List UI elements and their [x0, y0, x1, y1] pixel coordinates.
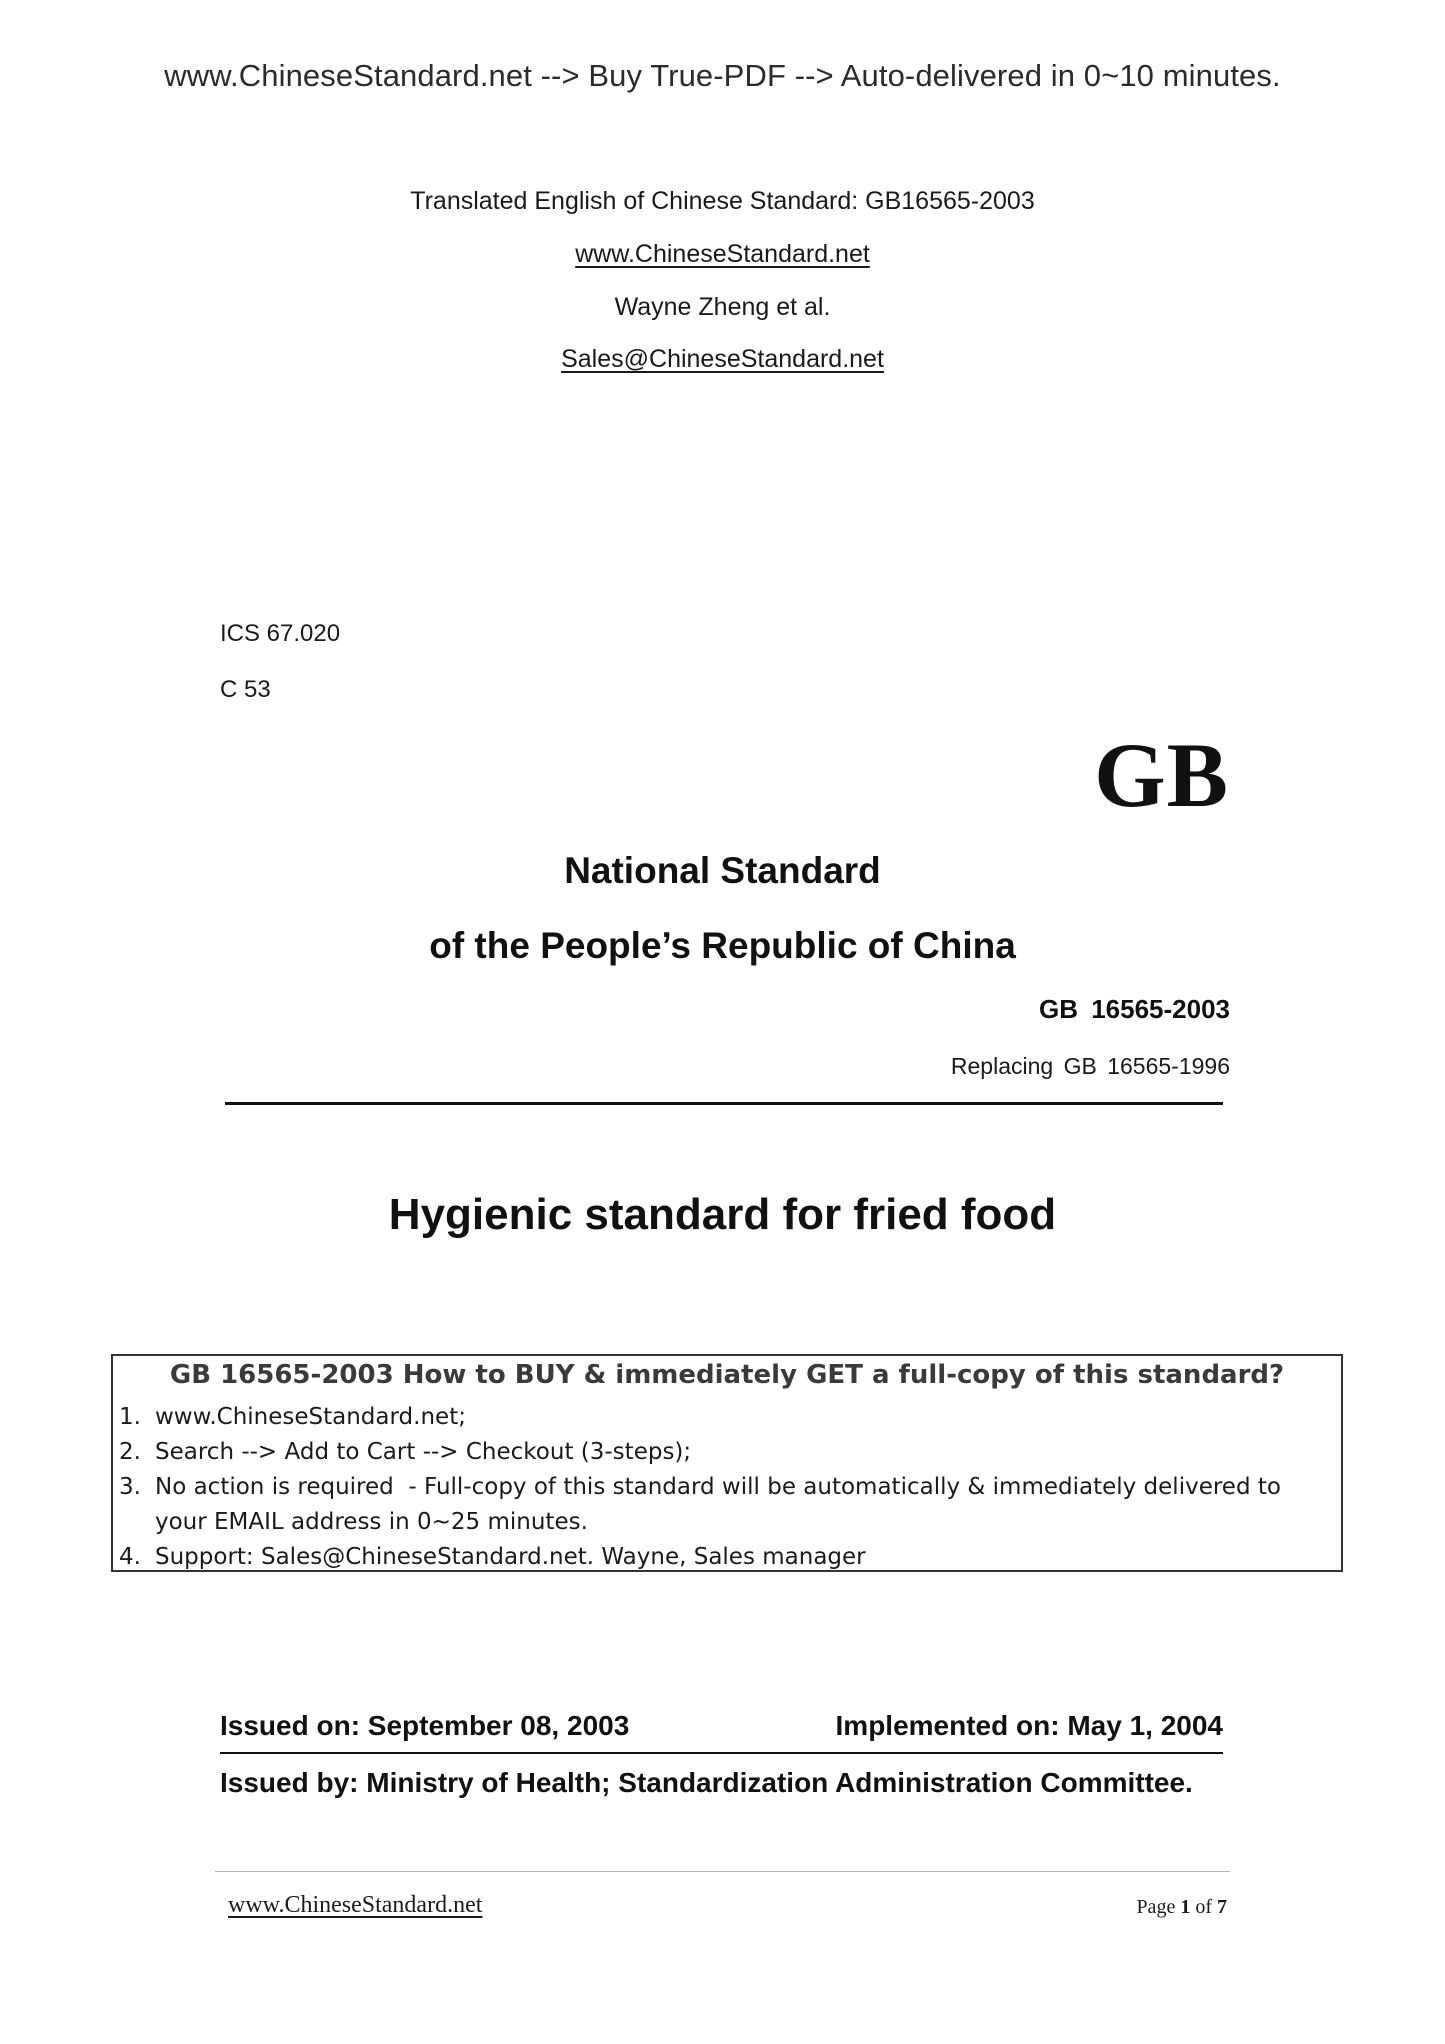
- page-of: of: [1195, 1896, 1212, 1918]
- page-indicator: [1136, 1896, 1227, 1919]
- purchase-step-continuation: [119, 1505, 1281, 1540]
- translation-website-row: [0, 240, 1445, 269]
- issued-on-date: Issued on: September 08, 2003: [220, 1710, 630, 1741]
- purchase-step: [119, 1470, 1281, 1505]
- step-text: No action is required - Full-copy of this standard will be automatically & immediately delivered to: [155, 1474, 1281, 1500]
- page-current: 1: [1180, 1896, 1191, 1918]
- purchase-info-heading: GB 16565-2003 How to BUY & immediately GET a full-copy of this standard?: [169, 1360, 1285, 1390]
- purchase-step: [119, 1400, 1281, 1435]
- page-prefix: Page: [1136, 1896, 1176, 1918]
- step-text: www.ChineseStandard.net;: [155, 1404, 466, 1430]
- step-text: Support: Sales@ChineseStandard.net. Wayne, Sales manager: [155, 1544, 866, 1570]
- purchase-step: [119, 1435, 1281, 1470]
- step-number: 4.: [119, 1544, 141, 1570]
- top-banner: www.ChineseStandard.net --> Buy True-PDF --> Auto-delivered in 0~10 minutes.: [164, 58, 1281, 93]
- footer-website-link[interactable]: www.ChineseStandard.net: [228, 1892, 483, 1918]
- gb-logo: GB: [1094, 724, 1229, 826]
- footer-divider: [215, 1871, 1230, 1872]
- step-number: [119, 1505, 155, 1540]
- purchase-step: [119, 1540, 1281, 1575]
- translation-email-link[interactable]: Sales@ChineseStandard.net: [561, 345, 884, 373]
- replacing-standard: Replacing GB 16565-1996: [950, 1053, 1230, 1079]
- step-text: your EMAIL address in 0~25 minutes.: [155, 1509, 588, 1535]
- ics-code: ICS 67.020: [220, 620, 341, 647]
- translation-email-row: [0, 345, 1445, 374]
- page-total: 7: [1217, 1896, 1227, 1918]
- step-number: 1.: [119, 1404, 141, 1430]
- header-divider: [225, 1102, 1223, 1105]
- translation-title: Translated English of Chinese Standard: GB16565-2003: [410, 187, 1035, 215]
- step-number: 3.: [119, 1474, 141, 1500]
- implemented-on-date: Implemented on: May 1, 2004: [835, 1710, 1223, 1741]
- national-standard-line2: of the People’s Republic of China: [429, 925, 1016, 966]
- purchase-steps-list: [119, 1400, 1281, 1575]
- issued-by: Issued by: Ministry of Health; Standardization Administration Committee.: [220, 1767, 1193, 1798]
- national-standard-line1: National Standard: [564, 850, 881, 891]
- step-text: Search --> Add to Cart --> Checkout (3-steps);: [155, 1439, 692, 1465]
- document-title: Hygienic standard for fried food: [388, 1190, 1057, 1239]
- purchase-info-box: [111, 1354, 1343, 1572]
- step-number: 2.: [119, 1439, 141, 1465]
- standard-code: GB 16565-2003: [1038, 994, 1230, 1024]
- issue-divider: [220, 1752, 1223, 1754]
- ccs-code: C 53: [220, 676, 271, 703]
- translation-website-link[interactable]: www.ChineseStandard.net: [575, 240, 870, 268]
- translation-author: Wayne Zheng et al.: [614, 293, 831, 321]
